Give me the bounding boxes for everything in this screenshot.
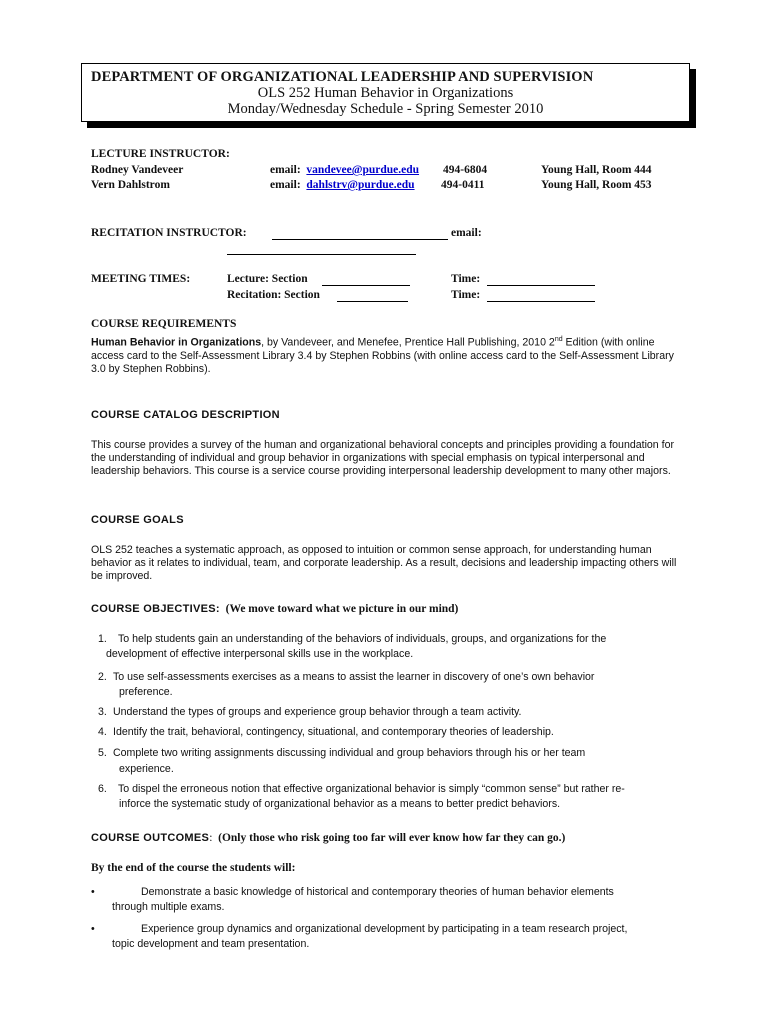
list-item: 6. To dispel the erroneous notion that effective organizational behavior is simply “common sense” but rather re- (98, 783, 625, 795)
objectives-heading: COURSE OBJECTIVES: (91, 603, 220, 615)
lecture-section-label: Lecture: Section (227, 273, 308, 285)
office: Young Hall, Room 453 (541, 179, 652, 191)
recitation-email-label: email: (451, 227, 482, 239)
lecture-instructor-label: LECTURE INSTRUCTOR: (91, 148, 230, 160)
meeting-times-label: MEETING TIMES: (91, 273, 191, 285)
recitation-section-blank[interactable] (337, 301, 408, 302)
bullet-item: • Experience group dynamics and organizational development by participating in a team research project, (91, 923, 628, 935)
office: Young Hall, Room 444 (541, 164, 652, 176)
objectives-heading-line (91, 603, 458, 615)
list-item-cont: experience. (119, 763, 174, 775)
phone: 494-0411 (441, 179, 485, 191)
outcomes-intro: By the end of the course the students will: (91, 862, 296, 874)
recitation-name-blank[interactable] (272, 239, 448, 240)
list-item-cont: inforce the systematic study of organizational behavior as a means to better predict behaviors. (119, 798, 561, 810)
outcomes-heading: COURSE OUTCOMES (91, 832, 210, 844)
list-item-cont: development of effective interpersonal skills use in the workplace. (106, 648, 414, 660)
requirements-heading: COURSE REQUIREMENTS (91, 318, 237, 330)
bullet-item: • Demonstrate a basic knowledge of historical and contemporary theories of human behavior elements (91, 886, 614, 898)
recitation-email-blank[interactable] (227, 254, 416, 255)
course-title: OLS 252 Human Behavior in Organizations (257, 85, 514, 101)
outcomes-motto: (Only those who risk going too far will ever know how far they can go.) (218, 832, 566, 844)
email-label: email: vandevee@purdue.edu (270, 164, 420, 176)
goals-text: OLS 252 teaches a systematic approach, as opposed to intuition or common sense approach, for understanding human behavior as it relates to individual, team, and corporate leadership. As a result, decisions and leadership impacting others will be improved. (91, 544, 677, 583)
list-item: 1. To help students gain an understanding of the behaviors of individuals, groups, and organizations for the (98, 633, 607, 645)
phone: 494-6804 (443, 164, 488, 176)
recitation-section-label: Recitation: Section (227, 289, 320, 301)
list-item-cont: preference. (119, 686, 173, 698)
objectives-motto: (We move toward what we picture in our mind) (225, 603, 459, 615)
bullet-icon: • (91, 923, 95, 935)
email-label: email: dahlstrv@purdue.edu (270, 179, 415, 191)
bullet-item-cont: topic development and team presentation. (112, 938, 310, 950)
bullet-icon: • (91, 886, 95, 898)
lecture-time-blank[interactable] (487, 285, 595, 286)
email-link[interactable]: dahlstrv@purdue.edu (306, 179, 415, 191)
outcomes-heading-line: COURSE OUTCOMES: (Only those who risk going too far will ever know how far they can go.) (91, 832, 566, 844)
email-link[interactable]: vandevee@purdue.edu (306, 164, 420, 176)
catalog-heading: COURSE CATALOG DESCRIPTION (91, 409, 280, 421)
list-item: 4. Identify the trait, behavioral, contingency, situational, and contemporary theories of leadership. (98, 726, 554, 738)
list-item: 5. Complete two writing assignments discussing individual and group behaviors through his or her team (98, 747, 586, 759)
list-item: 3. Understand the types of groups and experience group behavior through a team activity. (98, 706, 522, 718)
recitation-time-blank[interactable] (487, 301, 595, 302)
bullet-item-cont: through multiple exams. (112, 901, 225, 913)
textbook-title: Human Behavior in Organizations (91, 336, 262, 349)
instructor-name: Rodney Vandeveer (91, 164, 184, 176)
lecture-time-label: Time: (451, 273, 481, 285)
requirements-text: Human Behavior in Organizations, by Vandeveer, and Menefee, Prentice Hall Publishing, 2010 2nd Edition (with online access card to the Self-Assessment Library 3.4 by Stephen Robbins (with online access card to the Self-Assessment Library 3.0 by Stephen Robbins). (91, 336, 674, 375)
header-box (81, 63, 690, 122)
goals-heading: COURSE GOALS (91, 514, 184, 526)
list-item: 2. To use self-assessments exercises as a means to assist the learner in discovery of one’s own behavior (98, 671, 595, 683)
recitation-time-label: Time: (451, 289, 481, 301)
lecture-section-blank[interactable] (322, 285, 410, 286)
schedule-title: Monday/Wednesday Schedule - Spring Semester 2010 (227, 101, 544, 117)
instructor-name: Vern Dahlstrom (91, 179, 170, 191)
recitation-instructor-label: RECITATION INSTRUCTOR: (91, 227, 247, 239)
department-title: DEPARTMENT OF ORGANIZATIONAL LEADERSHIP AND SUPERVISION (91, 69, 594, 85)
catalog-text: This course provides a survey of the human and organizational behavioral concepts and principles providing a foundation for the understanding of individual and group behavior in organizations with special emphasis on typical interpersonal and leadership behaviors. This course is a service course providing interpersonal leadership development to many other majors. (91, 439, 675, 478)
